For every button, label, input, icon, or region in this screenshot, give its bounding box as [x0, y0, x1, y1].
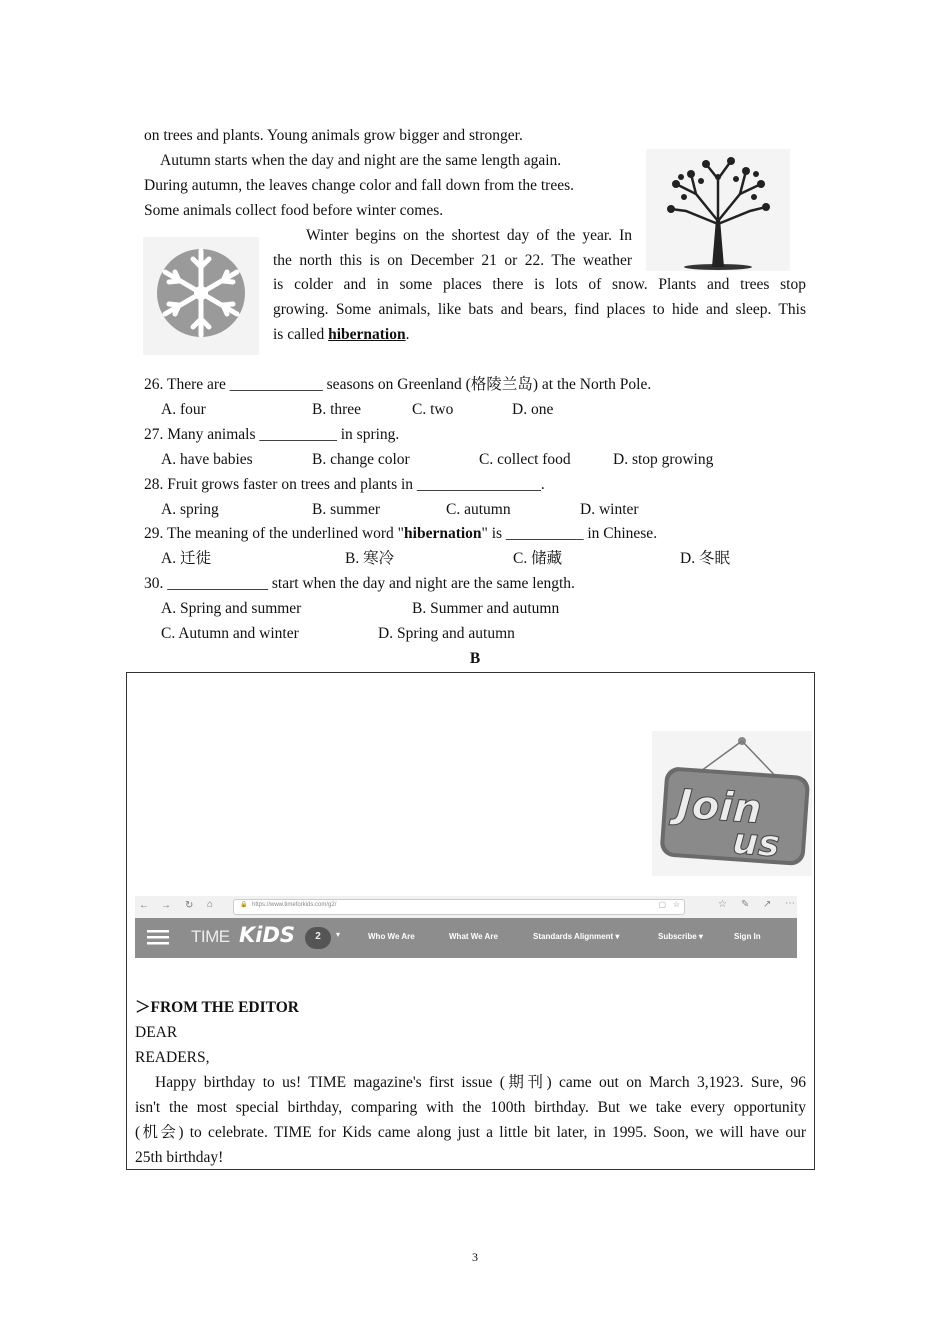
option: A. have babies: [161, 451, 253, 468]
grade-badge[interactable]: [305, 927, 331, 949]
tree-illustration: [646, 149, 790, 271]
passage-line: growing. Some animals, like bats and bears, find places to hide and sleep. This: [273, 301, 806, 318]
nav-what-we-are[interactable]: What We Are: [449, 932, 498, 941]
editor-heading: [135, 998, 299, 1018]
menu-icon[interactable]: [147, 930, 169, 945]
page-number: 3: [472, 1250, 478, 1264]
option: A. four: [161, 401, 206, 418]
pen-icon[interactable]: ✎: [741, 899, 750, 910]
option: B. summer: [312, 501, 381, 518]
option: A. spring: [161, 501, 219, 518]
share-icon[interactable]: ↗: [763, 899, 772, 910]
question-26: 26. There are ____________ seasons on Greenland (格陵兰岛) at the North Pole.: [144, 376, 652, 393]
salutation-line: READERS,: [135, 1049, 210, 1066]
option: A. Spring and summer: [161, 600, 302, 617]
star-icon[interactable]: ☆: [672, 900, 680, 909]
option: D. stop growing: [613, 451, 714, 468]
passage-line: Autumn starts when the day and night are the same length again.: [160, 152, 562, 169]
address-bar-row: [135, 896, 797, 919]
chevron-down-icon[interactable]: ▾: [336, 930, 341, 939]
nav-standards-alignment[interactable]: Standards Alignment ▾: [533, 932, 620, 941]
passage-line: Winter begins on the shortest day of the year. In: [306, 227, 632, 244]
passage-line: the north this is on December 21 or 22. The weather: [273, 252, 632, 269]
url-field[interactable]: [233, 899, 685, 915]
passage-line: is colder and in some places there is lots of snow. Plants and trees stop: [273, 276, 806, 293]
reader-icon[interactable]: ▢: [658, 900, 666, 909]
logo-kids[interactable]: KiDS: [239, 923, 296, 947]
passage-line: on trees and plants. Young animals grow bigger and stronger.: [144, 127, 523, 144]
more-icon[interactable]: ⋯: [785, 898, 795, 909]
join-us-sign: [652, 731, 812, 876]
arrow-icon: ＞: [135, 999, 151, 1016]
nav-subscribe[interactable]: Subscribe ▾: [658, 932, 703, 941]
passage-line: During autumn, the leaves change color and fall down from the trees.: [144, 177, 574, 194]
join-text: Join: [675, 781, 764, 833]
snowflake-illustration: [143, 237, 259, 355]
text: is called: [273, 326, 329, 343]
nav-sign-in[interactable]: Sign In: [734, 932, 761, 941]
lock-icon: 🔒: [240, 902, 248, 908]
editor-paragraph-line: (机会) to celebrate. TIME for Kids came along just a little bit later, in 1995. Soon, we will have our: [135, 1124, 806, 1141]
home-icon[interactable]: ⌂: [207, 899, 214, 910]
text: .: [405, 326, 410, 343]
option: C. two: [412, 401, 454, 418]
question-28: 28. Fruit grows faster on trees and plants in ________________.: [144, 476, 545, 493]
logo-time[interactable]: TIME: [191, 927, 230, 946]
option: D. winter: [580, 501, 639, 518]
site-navbar: [135, 918, 797, 958]
grade-badge-text: 2: [315, 931, 321, 942]
question-30: 30. _____________ start when the day and night are the same length.: [144, 575, 575, 592]
editor-paragraph-line: Happy birthday to us! TIME magazine's first issue (期刊) came out on March 3,1923. Sure, 96: [155, 1074, 806, 1091]
text: 29. The meaning of the underlined word ": [144, 525, 405, 542]
option: D. one: [512, 401, 554, 418]
url-text: https://www.timeforkids.com/g2/: [252, 902, 337, 908]
us-text: us: [731, 821, 781, 866]
option: B. 寒冷: [345, 550, 395, 567]
forward-icon[interactable]: →: [161, 900, 171, 911]
passage-line: [273, 325, 409, 345]
option: D. 冬眠: [680, 550, 730, 567]
bold-word: hibernation: [404, 525, 482, 542]
browser-screenshot: [135, 896, 797, 958]
back-icon[interactable]: ←: [139, 900, 149, 911]
editor-paragraph-line: 25th birthday!: [135, 1149, 224, 1166]
option: C. 储藏: [513, 550, 563, 567]
text: " is __________ in Chinese.: [481, 525, 658, 542]
salutation-line: DEAR: [135, 1024, 178, 1041]
nav-who-we-are[interactable]: Who We Are: [368, 932, 415, 941]
option: C. Autumn and winter: [161, 625, 299, 642]
option: C. collect food: [479, 451, 571, 468]
favorites-icon[interactable]: ☆: [718, 899, 727, 910]
question-27: 27. Many animals __________ in spring.: [144, 426, 400, 443]
editor-heading-text: FROM THE EDITOR: [150, 999, 299, 1016]
editor-paragraph-line: isn't the most special birthday, comparing with the 100th birthday. But we take every opportunity: [135, 1099, 806, 1116]
option: B. Summer and autumn: [412, 600, 560, 617]
question-29: [144, 524, 657, 544]
option: B. three: [312, 401, 362, 418]
section-heading: B: [469, 650, 481, 667]
option: B. change color: [312, 451, 410, 468]
option: D. Spring and autumn: [378, 625, 515, 642]
option: C. autumn: [446, 501, 511, 518]
underlined-word: hibernation: [328, 326, 406, 343]
option: A. 迁徙: [161, 550, 211, 567]
passage-line: Some animals collect food before winter comes.: [144, 202, 444, 219]
refresh-icon[interactable]: ↻: [185, 900, 194, 911]
